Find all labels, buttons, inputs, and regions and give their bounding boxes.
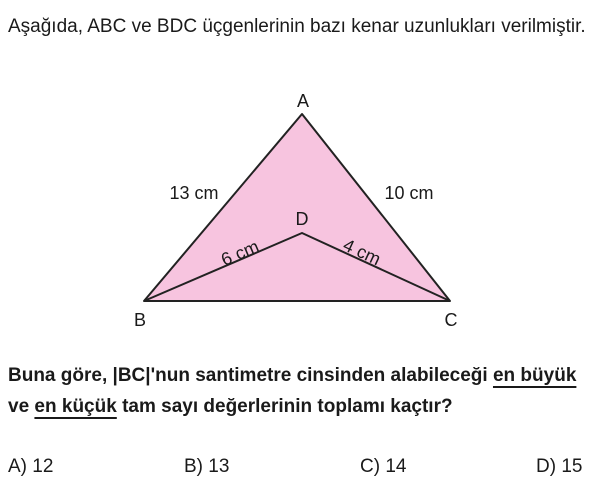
side-dc-label: 4 cm <box>340 234 384 270</box>
question-part-1: Buna göre, |BC|'nun santimetre cinsinden alabileceği <box>8 365 493 386</box>
triangle-figure <box>0 88 600 338</box>
vertex-d-label: D <box>295 209 309 229</box>
triangle-abc <box>144 114 450 301</box>
vertex-c-label: C <box>444 310 458 330</box>
side-ab-label: 13 cm <box>169 183 219 203</box>
option-c[interactable]: C) 14 <box>360 456 407 477</box>
problem-intro: Aşağıda, ABC ve BDC üçgenlerinin bazı kenar uzunlukları verilmiştir. <box>8 16 586 37</box>
option-b[interactable]: B) 13 <box>184 456 230 477</box>
option-a[interactable]: A) 12 <box>8 456 54 477</box>
question-underline-smallest: en küçük <box>34 396 117 417</box>
question-underline-largest: en büyük <box>492 365 577 386</box>
vertex-b-label: B <box>133 310 147 330</box>
answer-options <box>8 456 592 484</box>
side-ac-label: 10 cm <box>384 183 434 203</box>
side-bd-label: 6 cm <box>218 236 262 270</box>
problem-question <box>8 360 598 422</box>
vertex-a-label: A <box>296 91 310 111</box>
question-part-2: ve <box>8 396 35 417</box>
question-part-3: tam sayı değerlerinin toplamı kaçtır? <box>116 396 453 417</box>
option-d[interactable]: D) 15 <box>536 456 583 477</box>
